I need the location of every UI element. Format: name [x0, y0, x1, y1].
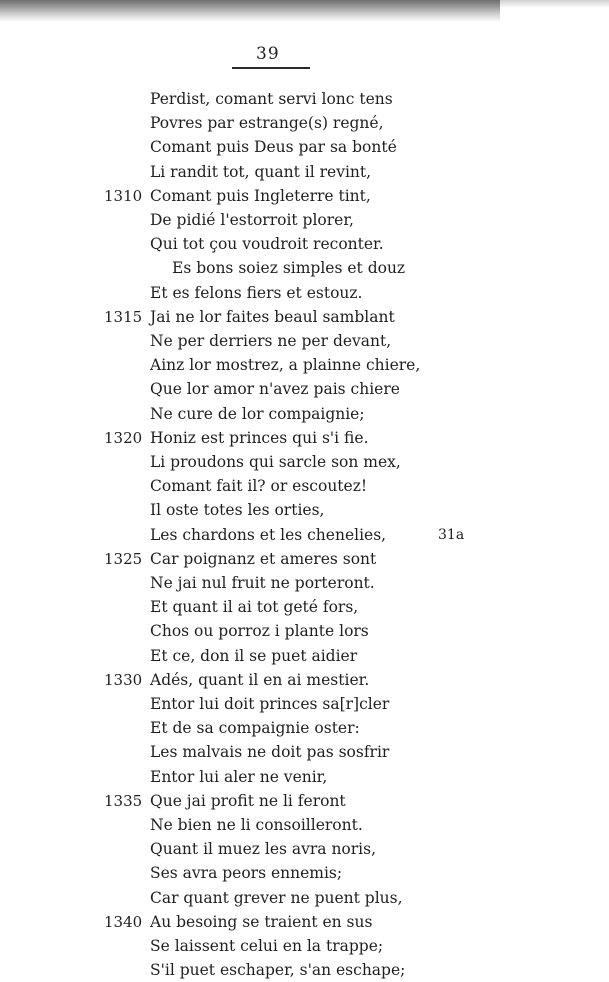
verse-line	[0, 135, 609, 159]
line-number: 1310	[104, 186, 143, 205]
line-number: 1330	[104, 670, 143, 689]
verse-line	[0, 160, 609, 184]
verse-line	[0, 958, 609, 982]
verse-line	[0, 450, 609, 474]
page-number-rule	[232, 67, 310, 69]
verse-line	[0, 886, 609, 910]
verse-text: Les malvais ne doit pas sosfrir	[150, 743, 390, 762]
verse-line	[0, 619, 609, 643]
verse-text: Ne bien ne li consoilleront.	[150, 816, 363, 834]
verse-line	[0, 692, 609, 716]
verse-text: Chos ou porroz i plante lors	[150, 622, 369, 641]
line-number: 1325	[104, 549, 143, 568]
verse-text: Au besoing se traient en sus	[150, 912, 373, 931]
page-number: 39	[256, 44, 280, 64]
verse-line	[0, 208, 609, 232]
verse-line	[0, 765, 609, 789]
verse-line	[0, 813, 609, 837]
verse-line	[0, 934, 609, 958]
verse-line	[0, 184, 609, 208]
verse-text: Et ce, don il se puet aidier	[150, 646, 358, 665]
verse-line	[0, 644, 609, 668]
verse-text: Que lor amor n'avez pais chiere	[150, 380, 400, 399]
verse-line	[0, 87, 609, 111]
verse-text: Car poignanz et ameres sont	[150, 549, 377, 568]
verse-text: Li proudons qui sarcle son mex,	[150, 453, 401, 471]
verse-text: Ses avra peors ennemis;	[150, 864, 343, 883]
verse-line	[0, 377, 609, 401]
verse-text: Et es felons fiers et estouz.	[150, 283, 363, 302]
verse-line	[0, 111, 609, 135]
line-number: 1315	[104, 307, 143, 326]
verse-text: Jai ne lor faites beaul samblant	[150, 307, 395, 326]
verse-text: Comant fait il? or escoutez!	[150, 477, 368, 496]
verse-text: S'il puet eschaper, s'an eschape;	[150, 961, 406, 980]
verse-text: Quant il muez les avra noris,	[150, 840, 377, 859]
verse-text: Comant puis Deus par sa bonté	[150, 138, 397, 157]
verse-line	[0, 402, 609, 426]
verse-text: Comant puis Ingleterre tint,	[150, 186, 371, 205]
verse-text: Les chardons et les chenelies,	[150, 525, 387, 544]
verse-line	[0, 232, 609, 256]
verse-text: De pidié l'estorroit plorer,	[150, 211, 354, 229]
verse-line	[0, 256, 609, 280]
verse-text: Ne per derriers ne per devant,	[150, 332, 392, 350]
verse-line	[0, 571, 609, 595]
verse-text: Il oste totes les orties,	[150, 501, 325, 520]
verse-line	[0, 329, 609, 353]
verse-text: Entor lui doit princes sa[r]cler	[150, 695, 390, 713]
verse-line	[0, 595, 609, 619]
verse-line	[0, 789, 609, 813]
verse-line	[0, 426, 609, 450]
scan-shadow-top	[0, 0, 500, 22]
verse-text: Que jai profit ne li feront	[150, 791, 346, 810]
verse-text: Ne cure de lor compaignie;	[150, 404, 365, 423]
line-number: 1340	[104, 912, 143, 931]
verse-line	[0, 910, 609, 934]
verse-text: Adés, quant il en ai mestier.	[150, 670, 370, 689]
verse-line	[0, 861, 609, 885]
verse-text: Li randit tot, quant il revint,	[150, 162, 372, 181]
verse-text: Entor lui aler ne venir,	[150, 767, 328, 786]
verse-line	[0, 474, 609, 498]
verse-line	[0, 523, 609, 547]
scan-shadow-top-right	[500, 0, 609, 8]
verse-text: Perdist, comant servi lonc tens	[150, 90, 393, 108]
folio-marker: 31a	[438, 526, 465, 543]
line-number: 1320	[104, 428, 143, 447]
verse-text: Ne jai nul fruit ne porteront.	[150, 574, 375, 592]
verse-line	[0, 668, 609, 692]
verse-line	[0, 305, 609, 329]
line-number: 1335	[104, 791, 143, 810]
verse-text: Qui tot çou voudroit reconter.	[150, 235, 384, 254]
verse-line	[0, 281, 609, 305]
verse-text: Es bons soiez simples et douz	[172, 259, 406, 278]
verse-line	[0, 716, 609, 740]
verse-line	[0, 498, 609, 522]
verse-text: Et de sa compaignie oster:	[150, 719, 360, 738]
verse-text: Se laissent celui en la trappe;	[150, 937, 384, 955]
verse-text: Honiz est princes qui s'i fie.	[150, 428, 369, 447]
verse-text: Povres par estrange(s) regné,	[150, 114, 384, 133]
verse-text: Ainz lor mostrez, a plainne chiere,	[150, 356, 421, 375]
verse-line	[0, 740, 609, 764]
verse-line	[0, 547, 609, 571]
verse-text: Car quant grever ne puent plus,	[150, 888, 403, 907]
verse-text: Et quant il ai tot geté fors,	[150, 598, 359, 617]
verse-line	[0, 837, 609, 861]
verse-line	[0, 353, 609, 377]
